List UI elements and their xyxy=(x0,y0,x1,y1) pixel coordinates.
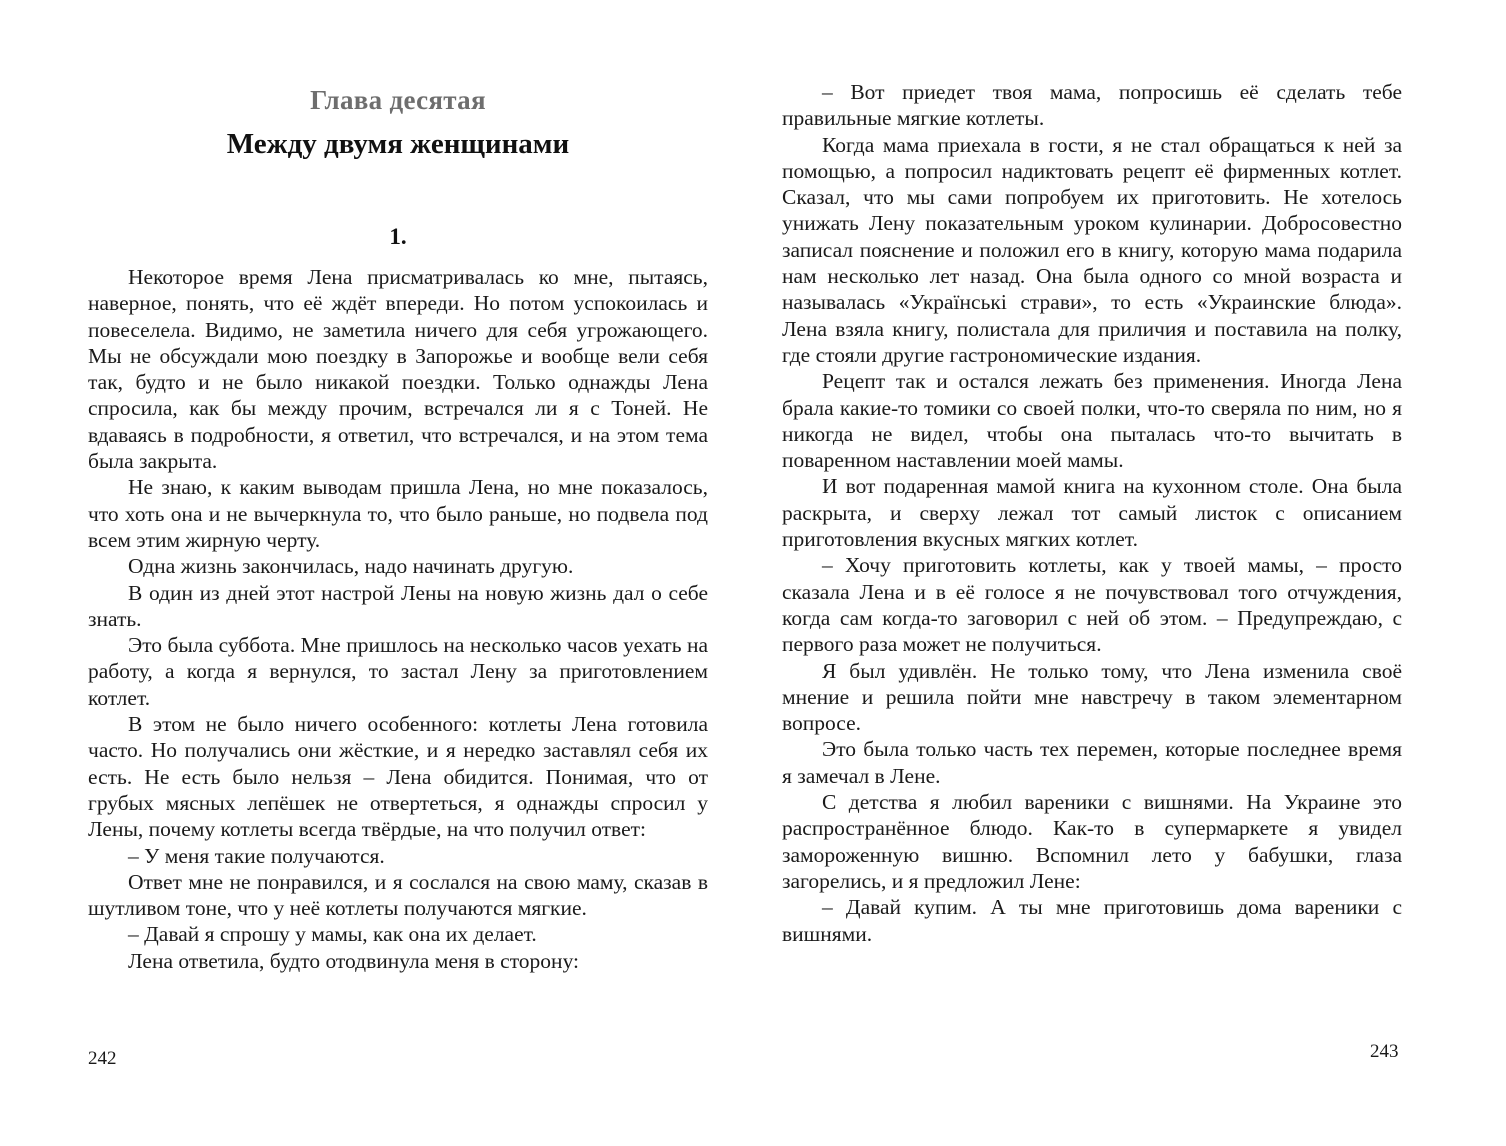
page-number-left: 242 xyxy=(88,1048,117,1069)
page-number-right: 243 xyxy=(1370,1041,1399,1062)
paragraph: Это была суббота. Мне пришлось на несколько часов уехать на работу, а когда я вернулся, то застал Лену за приготовлением котлет. xyxy=(88,633,708,710)
left-text-column xyxy=(88,264,708,974)
section-number: 1. xyxy=(389,224,407,249)
paragraph: Я был удивлён. Не только тому, что Лена изменила своё мнение и решила пойти мне навстречу в таком элементарном вопросе. xyxy=(782,658,1402,736)
paragraph: Рецепт так и остался лежать без применения. Иногда Лена брала какие-то томики со своей полки, что-то сверяла по ним, но я никогда не видел, чтобы она пыталась что-то вычитать в поваренном наставлении моей мамы. xyxy=(782,369,1402,473)
right-page xyxy=(753,0,1506,1146)
paragraph: С детства я любил вареники с вишнями. На Украине это распространённое блюдо. Как-то в супермаркете я увидел замороженную вишню. Вспомнил лето у бабушки, глаза загорелись, и я предложил Лене: xyxy=(782,790,1402,893)
paragraph: Некоторое время Лена присматривалась ко мне, пытаясь, наверное, понять, что её ждёт впереди. Но потом успокоилась и повеселела. Видимо, не заметила ничего для себя угрожающего. Мы не обсуждали мою поездку в Запорожье и вообще вели себя так, будто и не было никакой поездки. Только однажды Лена спросила, как бы между прочим, встречался ли я с Тоней. Не вдаваясь в подробности, я ответил, что встречался, и на этом тема была закрыта. xyxy=(88,265,708,474)
chapter-title: Между двумя женщинами xyxy=(226,128,570,160)
dialogue-line: – У меня такие получаются. xyxy=(128,843,385,868)
paragraph: Одна жизнь закончилась, надо начинать другую. xyxy=(128,554,574,579)
paragraph: Это была только часть тех перемен, которые последнее время я замечал в Лене. xyxy=(782,737,1402,788)
paragraph: Ответ мне не понравился, и я сослался на свою маму, сказав в шутливом тоне, что у неё котлеты получаются мягкие. xyxy=(88,869,708,921)
paragraph: В один из дней этот настрой Лены на новую жизнь дал о себе знать. xyxy=(88,580,708,631)
paragraph: Не знаю, к каким выводам пришла Лена, но мне показалось, что хоть она и не вычеркнула то, что было раньше, но подвела под всем этим жирную черту. xyxy=(88,475,708,552)
paragraph: В этом не было ничего особенного: котлеты Лена готовила часто. Но получались они жёсткие, и я нередко заставлял себя их есть. Не есть было нельзя – Лена обидится. Понимая, что от грубых мясных лепёшек не отвертеться, я однажды спросил у Лены, почему котлеты всегда твёрдые, на что получил ответ: xyxy=(88,712,708,842)
paragraph: Когда мама приехала в гости, я не стал обращаться к ней за помощью, а попросил надиктовать рецепт её фирменных котлет. Сказал, что мы сами попробуем их приготовить. Не хотелось унижать Лену показательным уроком кулинарии. Добросовестно записал пояснение и положил его в книгу, которую мама подарила нам несколько лет назад. Она была одного со мной возраста и называлась «Українські страви», то есть «Украинские блюда». Лена взяла книгу, полистала для приличия и поставила на полку, где стояли другие гастрономические издания. xyxy=(782,132,1402,367)
dialogue-line: – Давай купим. А ты мне приготовишь дома вареники с вишнями. xyxy=(782,895,1402,946)
paragraph: И вот подаренная мамой книга на кухонном столе. Она была раскрыта, и сверху лежал тот самый листок с описанием приготовления вкусных мягких котлет. xyxy=(782,474,1402,552)
dialogue-line: – Вот приедет твоя мама, попросишь её сделать тебе правильные мягкие котлеты. xyxy=(782,80,1402,131)
dialogue-line: – Давай я спрошу у мамы, как она их делает. xyxy=(128,922,537,947)
paragraph: Лена ответила, будто отодвинула меня в сторону: xyxy=(128,948,580,973)
dialogue-line: – Хочу приготовить котлеты, как у твоей мамы, – просто сказала Лена и в её голосе я не почувствовал того отчуждения, когда сам когда-то заговорил с ней об этом. – Предупреждаю, с первого раза может не получиться. xyxy=(782,553,1402,657)
chapter-label: Глава десятая xyxy=(310,85,486,115)
right-text-column xyxy=(782,79,1402,947)
